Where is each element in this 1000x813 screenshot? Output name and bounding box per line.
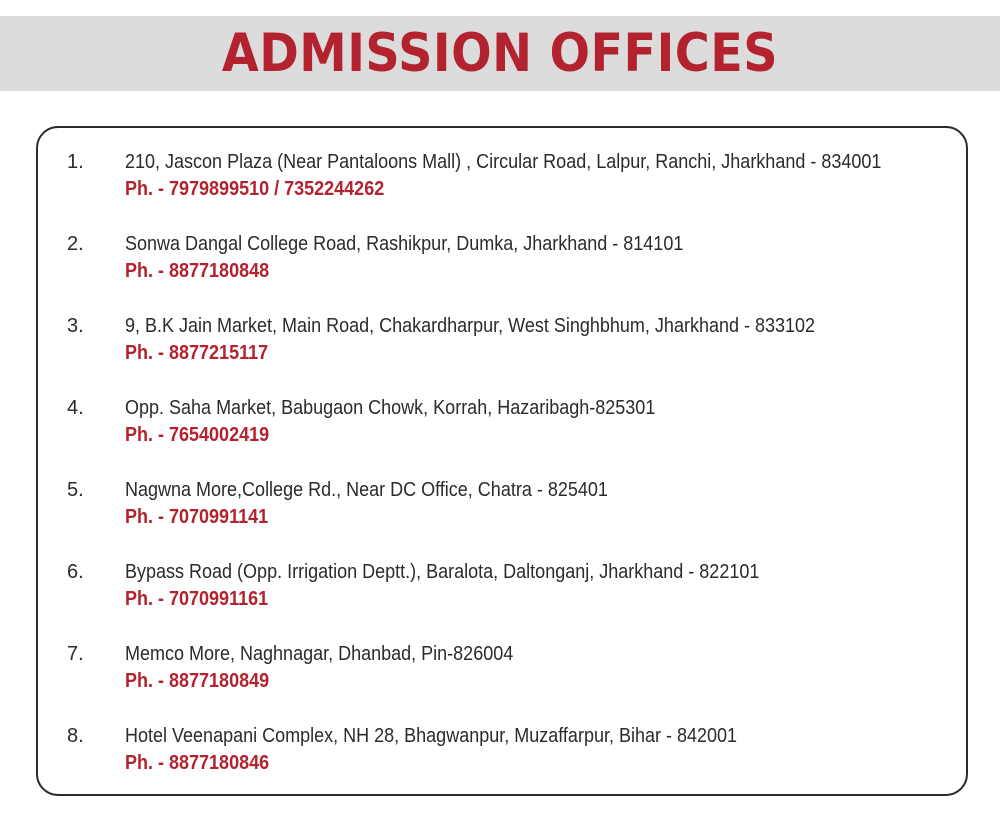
office-phone: Ph. - 8877180846 [125,752,270,774]
office-number: 7. [67,643,84,665]
office-number: 3. [67,315,84,337]
office-address: Bypass Road (Opp. Irrigation Deptt.), Baralota, Daltonganj, Jharkhand - 822101 [125,561,760,583]
office-phone: Ph. - 8877215117 [125,342,269,364]
office-phone: Ph. - 7070991161 [125,588,269,610]
office-phone: Ph. - 8877180849 [125,670,270,692]
office-phone: Ph. - 7654002419 [125,424,270,446]
office-address: Nagwna More,College Rd., Near DC Office, Chatra - 825401 [125,479,608,501]
office-entry [38,558,970,618]
office-number: 5. [67,479,84,501]
office-entry [38,230,970,290]
office-entry [38,640,970,700]
office-entry [38,394,970,454]
office-address: Opp. Saha Market, Babugaon Chowk, Korrah, Hazaribagh-825301 [125,397,656,419]
office-address: Hotel Veenapani Complex, NH 28, Bhagwanpur, Muzaffarpur, Bihar - 842001 [125,725,738,747]
office-number: 2. [67,233,84,255]
office-address: 9, B.K Jain Market, Main Road, Chakardharpur, West Singhbhum, Jharkhand - 833102 [125,315,816,337]
office-number: 4. [67,397,84,419]
title-band [0,16,1000,91]
office-entry [38,476,970,536]
office-phone: Ph. - 7979899510 / 7352244262 [125,178,385,200]
office-phone: Ph. - 7070991141 [125,506,269,528]
office-number: 1. [67,151,84,173]
office-address: Memco More, Naghnagar, Dhanbad, Pin-826004 [125,643,514,665]
office-entry [38,148,970,208]
office-entry [38,312,970,372]
office-entry [38,722,970,782]
office-phone: Ph. - 8877180848 [125,260,270,282]
offices-list-box [36,126,968,796]
office-number: 6. [67,561,84,583]
office-number: 8. [67,725,84,747]
office-address: Sonwa Dangal College Road, Rashikpur, Dumka, Jharkhand - 814101 [125,233,684,255]
page-title: ADMISSION OFFICES [221,23,779,84]
office-address: 210, Jascon Plaza (Near Pantaloons Mall) , Circular Road, Lalpur, Ranchi, Jharkhand - 834001 [125,151,882,173]
